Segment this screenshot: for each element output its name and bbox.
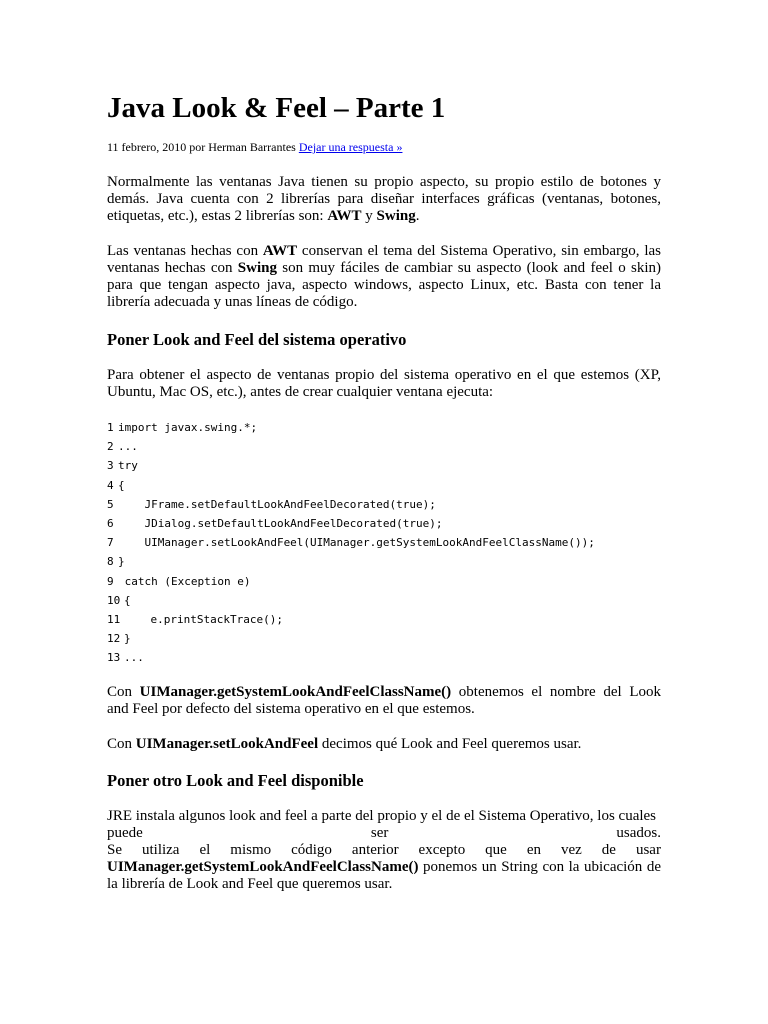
para-line-spread [107,825,661,842]
text: y [361,208,377,224]
post-meta [107,138,402,156]
text: Normalmente las ventanas Java tienen su propio aspecto, su propio estilo de botones y demás. Java cuenta con 2 librerías para diseñar interfaces gráficas (ventanas, botones, etiquetas, etc.), estas 2 librerías son: [107,174,661,224]
method-name: UIManager.setLookAndFeel [135,736,319,752]
para-line [107,859,661,893]
method-name: UIManager.getSystemLookAndFeelClassName() [107,859,419,875]
code-line [107,437,138,456]
code-line-number: 11 [107,613,121,626]
awt-term: AWT [327,208,362,224]
code-line-number: 9 [107,574,114,588]
code-line-text: } [118,555,125,569]
section1-paragraph-3 [107,736,661,753]
code-line-number: 1 [107,421,114,434]
code-line [107,533,595,552]
page-title: Java Look & Feel – Parte 1 [107,92,446,124]
code-line-number: 3 [107,459,114,473]
code-line-number: 8 [107,555,114,569]
code-line-text: JFrame.setDefaultLookAndFeelDecorated(true); [118,497,436,511]
code-line-text: ... [118,440,138,454]
code-line-text: } [124,632,131,646]
code-line-number: 4 [107,478,114,492]
post-date-author: 11 febrero, 2010 por Herman Barrantes [107,140,296,154]
text: obtenemos el nombre del Look and Feel por defecto del sistema operativo en el que estemos. [107,684,661,717]
text: Con [107,684,140,700]
word: utiliza [141,842,180,858]
intro-paragraph-2 [107,243,661,311]
code-line-text: try [118,459,138,473]
code-line [107,648,144,667]
awt-term: AWT [262,243,298,259]
code-line-text: e.printStackTrace(); [124,613,283,626]
section1-paragraph-1: Para obtener el aspecto de ventanas propio del sistema operativo en el que estemos (XP, Ubuntu, Mac OS, etc.), antes de crear cualquier ventana ejecuta: [107,367,661,400]
code-line-text: catch (Exception e) [118,574,251,588]
code-line-text: import javax.swing.*; [118,421,258,434]
code-line-number: 13 [107,651,121,665]
word: código [291,842,332,858]
word: vez [560,842,582,858]
section-heading-other-laf: Poner otro Look and Feel disponible [107,771,364,790]
intro-paragraph-1 [107,174,661,225]
para-line-spread [107,842,661,859]
swing-term: Swing [237,260,277,276]
code-line [107,476,125,495]
code-line-number: 10 [107,593,121,607]
code-line [107,552,125,571]
code-line-number: 12 [107,632,121,646]
word: usar [635,842,661,858]
code-line-text: JDialog.setDefaultLookAndFeelDecorated(true); [118,517,443,530]
code-line-text: ... [124,651,144,665]
code-line [107,514,443,533]
text: Con [107,736,136,752]
word: de [601,842,616,858]
text: . [415,208,420,224]
code-line [107,418,258,437]
text: conservan el tema del Sistema Operativo, sin embargo, las ventanas hechas con [107,243,661,276]
word: el [199,842,211,858]
text: son muy fáciles de cambiar su aspecto (look and feel o skin) para que tengan aspecto java, aspecto windows, aspecto Linux, etc. Basta con tener la librería adecuada y unas líneas de código. [107,260,661,310]
method-name: UIManager.getSystemLookAndFeelClassName() [139,684,452,700]
code-line-text: { [118,478,125,492]
word: usados. [616,825,661,841]
section2-paragraph-1 [107,808,661,893]
code-line-number: 2 [107,440,114,454]
text: Las ventanas hechas con [107,243,263,259]
text: decimos qué Look and Feel queremos usar. [318,736,582,752]
word: en [526,842,541,858]
code-line-number: 7 [107,536,114,550]
leave-reply-link[interactable]: Dejar una respuesta » [298,140,403,154]
word: excepto [418,842,466,858]
code-line [107,610,283,629]
para-line: JRE instala algunos look and feel a parte del propio y el de el Sistema Operativo, los cuales [107,808,657,824]
word: puede [107,825,143,841]
word: Se [107,842,122,858]
section-heading-system-laf: Poner Look and Feel del sistema operativo [107,330,407,349]
code-line-number: 6 [107,517,114,530]
word: anterior [351,842,399,858]
code-line-text: UIManager.setLookAndFeel(UIManager.getSystemLookAndFeelClassName()); [118,536,595,550]
word: mismo [230,842,272,858]
word: ser [370,825,389,841]
code-line [107,456,138,475]
code-line-text: { [124,593,131,607]
text: ponemos un String con la ubicación de la librería de Look and Feel que queremos usar. [107,859,661,892]
swing-term: Swing [376,208,416,224]
code-line [107,572,251,591]
word: que [485,842,507,858]
code-line [107,591,131,610]
code-line [107,629,131,648]
section1-paragraph-2 [107,684,661,718]
code-line-number: 5 [107,497,114,511]
code-line [107,495,436,514]
